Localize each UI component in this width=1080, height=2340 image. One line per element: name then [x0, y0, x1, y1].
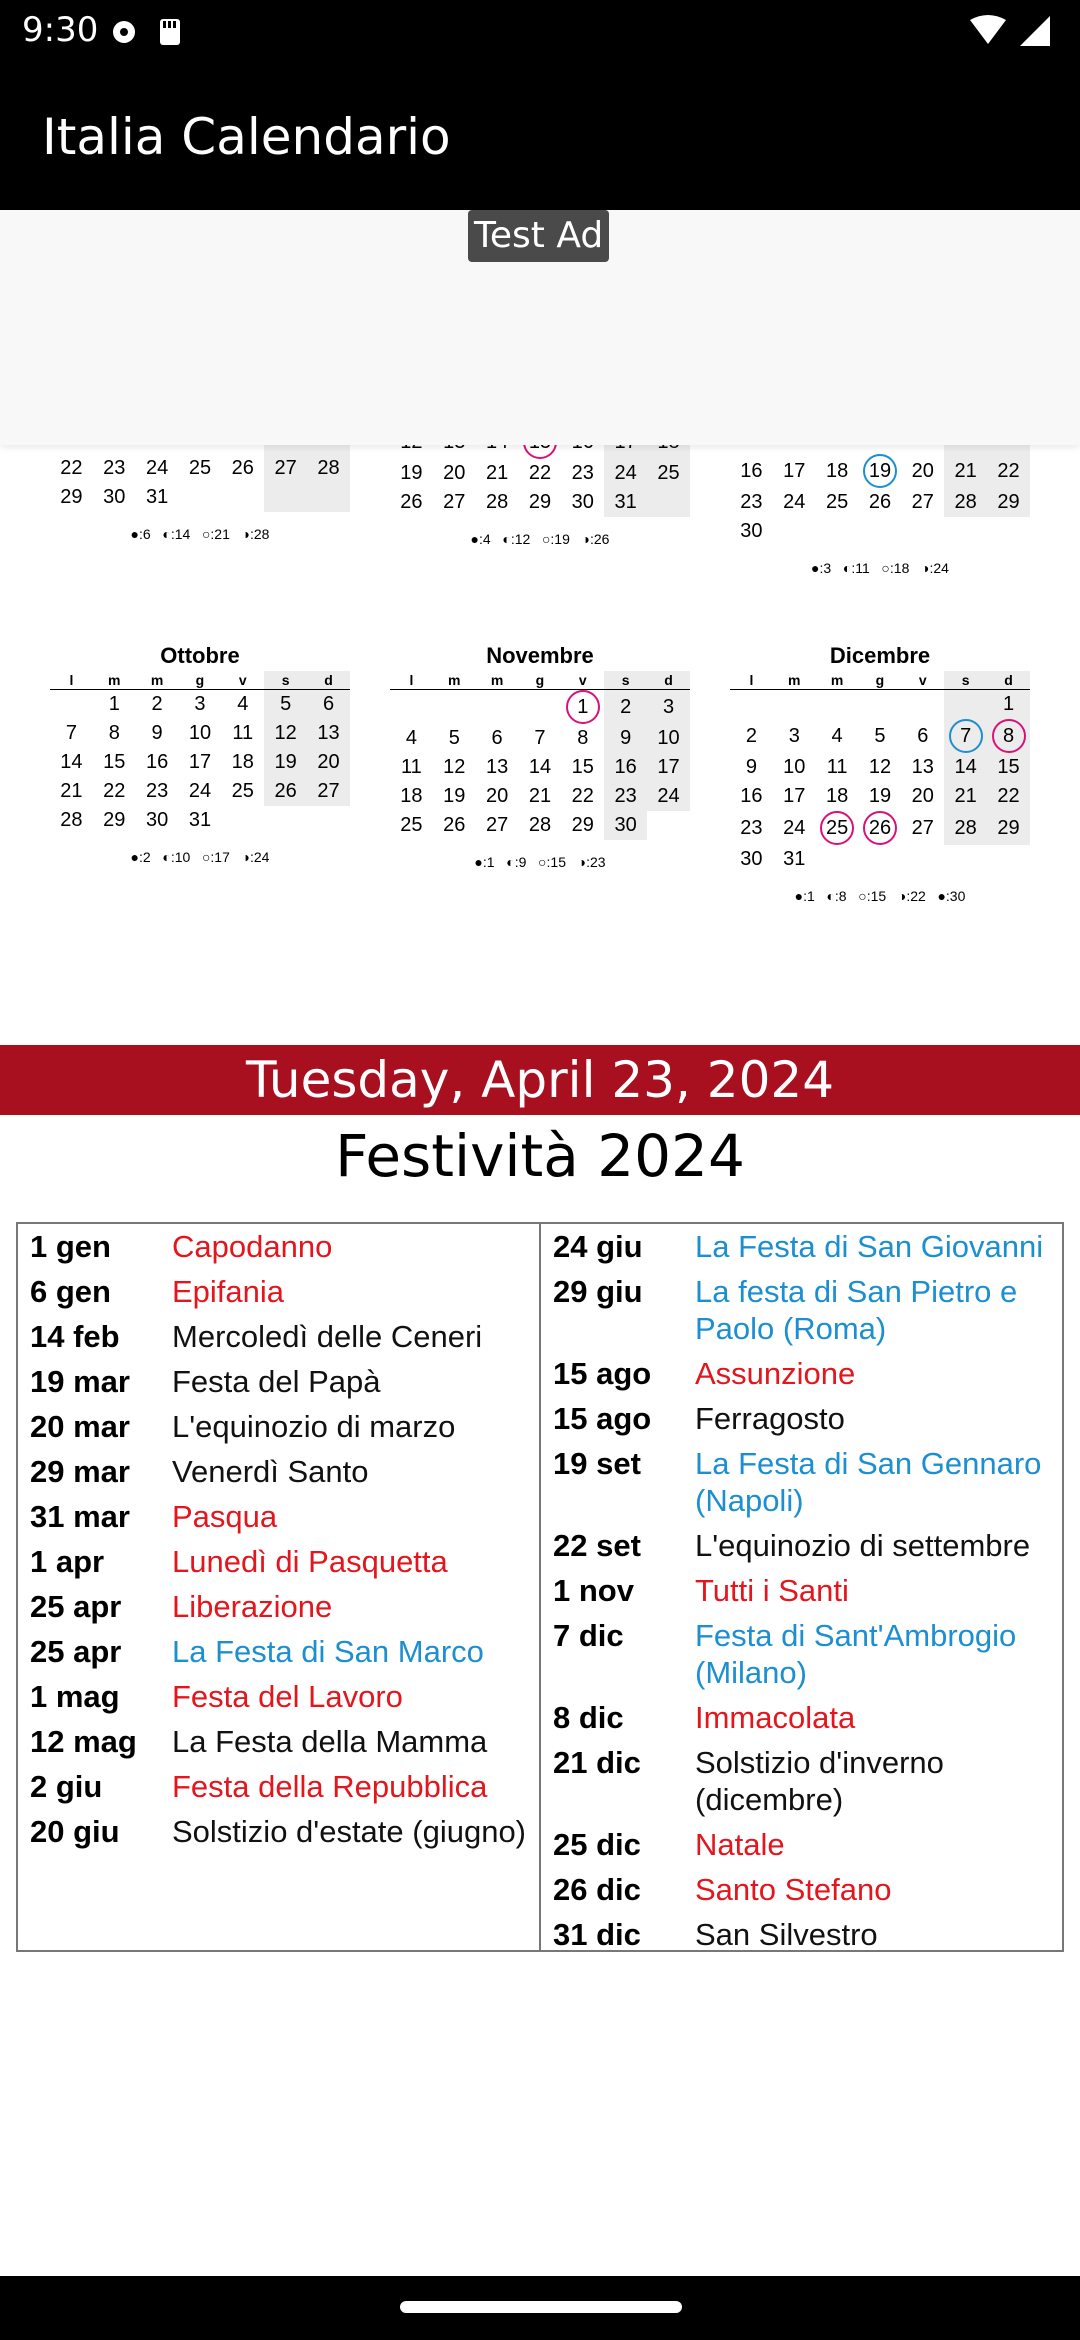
festivity-name: L'equinozio di settembre	[695, 1528, 1031, 1563]
festivity-row	[18, 1453, 539, 1490]
festivity-row	[541, 1572, 1062, 1609]
festivity-row	[541, 1355, 1062, 1392]
sync-icon	[108, 14, 188, 50]
festivity-name: Festa del Papà	[172, 1364, 381, 1399]
notification-icons	[108, 14, 188, 55]
festivity-date: 19 set	[553, 1446, 641, 1481]
festivity-name: La Festa di San Gennaro (Napoli)	[695, 1446, 1042, 1518]
month-dicembre	[730, 643, 1030, 904]
festivity-date: 15 ago	[553, 1401, 652, 1436]
festivities-right-column	[539, 1224, 1062, 1950]
festivity-date: 22 set	[553, 1528, 641, 1563]
festivity-row	[18, 1813, 539, 1850]
festivity-date: 25 apr	[30, 1634, 122, 1669]
festivity-date: 6 gen	[30, 1274, 111, 1309]
festivity-row	[18, 1543, 539, 1580]
festivity-name: L'equinozio di marzo	[172, 1409, 456, 1444]
festivity-date: 31 mar	[30, 1499, 130, 1534]
month-grid: 22 23 24 25 26 27 28 29 30 31	[50, 425, 350, 512]
festivity-name: La Festa di San Marco	[172, 1634, 484, 1669]
moon-phases: ●:3 ◐:11 ○:18 ◑:24	[811, 560, 949, 576]
moon-phases: ●:1 ◐:9 ○:15 ◑:23	[474, 854, 606, 870]
festivity-date: 19 mar	[30, 1364, 130, 1399]
festivities-left-column	[18, 1224, 539, 1950]
festivity-date: 12 mag	[30, 1724, 137, 1759]
status-time: 9:30	[22, 10, 99, 50]
festivity-row	[541, 1400, 1062, 1437]
holiday-marker: 25	[820, 811, 854, 845]
festivity-name: San Silvestro	[695, 1917, 878, 1952]
month-name: Novembre	[486, 643, 594, 668]
festivity-name: La festa di San Pietro e Paolo (Roma)	[695, 1274, 1018, 1346]
festivity-date: 21 dic	[553, 1745, 641, 1780]
festivity-name: Assunzione	[695, 1356, 856, 1391]
festivity-date: 29 mar	[30, 1454, 130, 1489]
moon-phases: ●:2 ◐:10 ○:17 ◑:24	[130, 849, 270, 865]
festivity-date: 15 ago	[553, 1356, 652, 1391]
signal-icons	[968, 14, 1052, 53]
festivity-row	[18, 1228, 539, 1265]
app-bar	[0, 64, 1080, 210]
festivity-row	[18, 1633, 539, 1670]
festivity-row	[541, 1527, 1062, 1564]
moon-phases: ●:6 ◐:14 ○:21 ◑:28	[130, 526, 270, 542]
festivity-row	[541, 1445, 1062, 1519]
festivity-row	[541, 1916, 1062, 1953]
festivity-row	[541, 1699, 1062, 1736]
wifi-signal-icon	[968, 14, 1052, 48]
festivity-row	[18, 1723, 539, 1760]
month-grid: l m m g v s d 1 2 3 4 5 6 7 8 9 10 11 12 13 14 15 16 17 18 19 20 21 22 23 24 25 26 27 28 29 30	[390, 671, 690, 840]
festivity-row	[18, 1768, 539, 1805]
holiday-marker: 8	[992, 719, 1026, 753]
festivity-row	[18, 1273, 539, 1310]
festivity-name: Epifania	[172, 1274, 285, 1309]
festivity-date: 25 dic	[553, 1827, 641, 1862]
festivity-date: 7 dic	[553, 1618, 624, 1653]
festivity-name: La Festa della Mamma	[172, 1724, 488, 1759]
navigation-bar	[0, 2276, 1080, 2340]
festivity-name: Ferragosto	[695, 1401, 845, 1436]
home-gesture-handle[interactable]	[400, 2301, 682, 2313]
special-day-marker: 7	[949, 719, 983, 753]
festivities-table	[16, 1222, 1064, 1952]
month-grid: l m m g v s d 1 2 3 4 5 6 7 8 9 10 11 12 13 14 15 16 17 18 19 20 21 22 23 24 25 26 27 28 29 30 31	[50, 671, 350, 835]
festivity-row	[541, 1744, 1062, 1818]
festivity-date: 14 feb	[30, 1319, 120, 1354]
status-bar	[0, 0, 1080, 64]
festivity-name: Solstizio d'inverno (dicembre)	[695, 1745, 944, 1817]
festivity-name: Tutti i Santi	[695, 1573, 849, 1608]
festivity-date: 8 dic	[553, 1700, 624, 1735]
month-ottobre	[50, 643, 350, 865]
moon-phases: ●:4 ◐:12 ○:19 ◑:26	[470, 531, 610, 547]
current-date-banner: Tuesday, April 23, 2024	[0, 1045, 1080, 1115]
app-title: Italia Calendario	[42, 108, 451, 166]
festivity-name: Mercoledì delle Ceneri	[172, 1319, 483, 1354]
festivity-name: Immacolata	[695, 1700, 856, 1735]
festivity-date: 1 apr	[30, 1544, 105, 1579]
festivity-date: 29 giu	[553, 1274, 643, 1309]
festivity-row	[18, 1363, 539, 1400]
festivity-row	[18, 1678, 539, 1715]
festivity-row	[541, 1826, 1062, 1863]
festivity-date: 20 giu	[30, 1814, 120, 1849]
festivity-date: 1 mag	[30, 1679, 120, 1714]
festivity-date: 2 giu	[30, 1769, 103, 1804]
festivity-date: 25 apr	[30, 1589, 122, 1624]
festivity-row	[541, 1871, 1062, 1908]
month-grid: l m m g v s d 1 2 3 4 5 6 7 8 9 10 11 12 13 14 15 16 17 18 19 20 21 22 23 24 25 26 27 28 29 30 31	[730, 671, 1030, 874]
festivity-row	[18, 1408, 539, 1445]
festivity-name: Festa di Sant'Ambrogio (Milano)	[695, 1618, 1017, 1690]
month-name: Dicembre	[829, 643, 931, 668]
month-grid: 16 17 18 19 20 21 22 23 24 25 26 27 28 29 30	[730, 425, 1030, 546]
festivity-date: 1 nov	[553, 1573, 634, 1608]
festivity-row	[18, 1318, 539, 1355]
month-novembre	[390, 643, 690, 870]
festivity-name: Solstizio d'estate (giugno)	[172, 1814, 527, 1849]
month-partial-3	[730, 425, 1030, 576]
festivities-title: Festività 2024	[335, 1122, 745, 1190]
festivity-row	[541, 1273, 1062, 1347]
festivity-name: Capodanno	[172, 1229, 333, 1264]
festivity-date: 26 dic	[553, 1872, 641, 1907]
festivity-name: Liberazione	[172, 1589, 333, 1624]
festivity-name: Venerdì Santo	[172, 1454, 369, 1489]
month-name: Ottobre	[160, 643, 240, 668]
ad-banner[interactable]	[0, 210, 1080, 445]
holiday-marker: 26	[863, 811, 897, 845]
festivity-row	[18, 1588, 539, 1625]
month-grid: 19 20 21 22 23 24 25 26 27 28 29 30 31	[390, 425, 690, 517]
festivity-name: Lunedì di Pasquetta	[172, 1544, 448, 1579]
moon-phases: ●:1 ◐:8 ○:15 ◑:22 ●:30	[794, 888, 966, 904]
festivity-date: 1 gen	[30, 1229, 111, 1264]
festivity-row	[541, 1228, 1062, 1265]
holiday-marker: 1	[566, 690, 600, 724]
festivity-row	[541, 1617, 1062, 1691]
test-ad-label: Test Ad	[468, 210, 609, 262]
festivity-row	[18, 1498, 539, 1535]
festivity-date: 31 dic	[553, 1917, 641, 1952]
festivity-name: Festa della Repubblica	[172, 1769, 488, 1804]
festivity-name: Santo Stefano	[695, 1872, 892, 1907]
festivity-name: Natale	[695, 1827, 785, 1862]
festivity-name: Pasqua	[172, 1499, 278, 1534]
festivity-name: Festa del Lavoro	[172, 1679, 403, 1714]
festivity-date: 24 giu	[553, 1229, 643, 1264]
festivity-date: 20 mar	[30, 1409, 130, 1444]
festivity-name: La Festa di San Giovanni	[695, 1229, 1044, 1264]
